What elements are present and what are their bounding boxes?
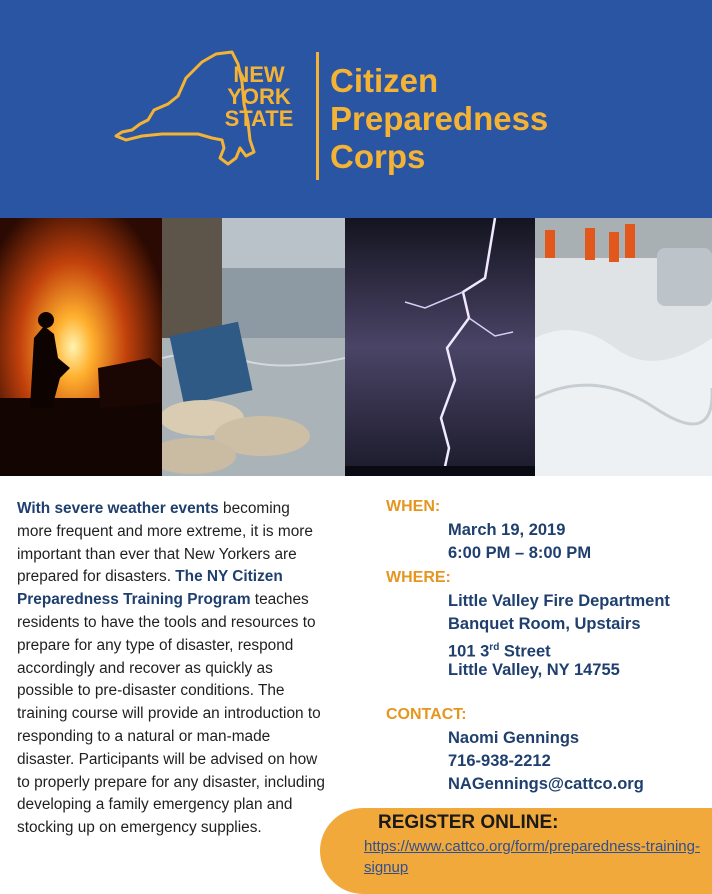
contact-email[interactable]: NAGennings@cattco.org xyxy=(448,775,644,793)
program-title xyxy=(330,62,548,176)
description-lead: With severe weather events xyxy=(17,500,219,517)
nys-line-1: NEW xyxy=(233,62,285,87)
nys-wordmark xyxy=(219,64,299,130)
description-part-1: becoming more frequent and more extreme, it is more important than ever that New Yorkers are prepared for disasters. xyxy=(17,500,313,586)
title-line-2: Preparedness xyxy=(330,100,549,137)
where-label: WHERE: xyxy=(386,569,451,586)
nys-line-2: YORK xyxy=(227,84,291,109)
register-link[interactable]: https://www.cattco.org/form/preparedness-training-signup xyxy=(364,838,700,876)
header-divider xyxy=(316,52,319,180)
event-date: March 19, 2019 xyxy=(448,521,566,539)
venue-city: Little Valley, NY 14755 xyxy=(448,661,620,679)
street-suffix: rd xyxy=(489,642,500,653)
header-banner xyxy=(0,0,712,218)
contact-name: Naomi Gennings xyxy=(448,729,580,747)
title-line-3: Corps xyxy=(330,138,426,175)
contact-label: CONTACT: xyxy=(386,706,467,723)
description-part-2: teaches residents to have the tools and resources to prepare for any type of disaster, respond accordingly and recover as quickly as possible to pre-disaster conditions. The training course will provide an introduction to responding to a natural or man-made disaster. Participants will be advised on how to properly prepare for any disaster, including developing a family emergency plan and stocking up on emergency supplies. xyxy=(17,591,325,837)
program-description xyxy=(17,498,325,840)
when-label: WHEN: xyxy=(386,498,441,515)
nys-line-3: STATE xyxy=(224,106,294,131)
venue-name: Little Valley Fire Department xyxy=(448,592,670,610)
flood-photo xyxy=(162,218,345,476)
venue-room: Banquet Room, Upstairs xyxy=(448,615,641,633)
street-number: 101 3 xyxy=(448,642,490,661)
title-line-1: Citizen xyxy=(330,62,439,99)
snow-photo xyxy=(535,218,712,476)
program-name: The NY Citizen Preparedness Training Program xyxy=(17,568,283,609)
register-title: REGISTER ONLINE: xyxy=(378,812,559,833)
street-name: Street xyxy=(499,642,551,661)
contact-phone: 716-938-2212 xyxy=(448,752,551,770)
fire-photo xyxy=(0,218,162,476)
photo-strip xyxy=(0,218,712,476)
lightning-photo xyxy=(345,218,535,476)
event-time: 6:00 PM – 8:00 PM xyxy=(448,544,592,562)
